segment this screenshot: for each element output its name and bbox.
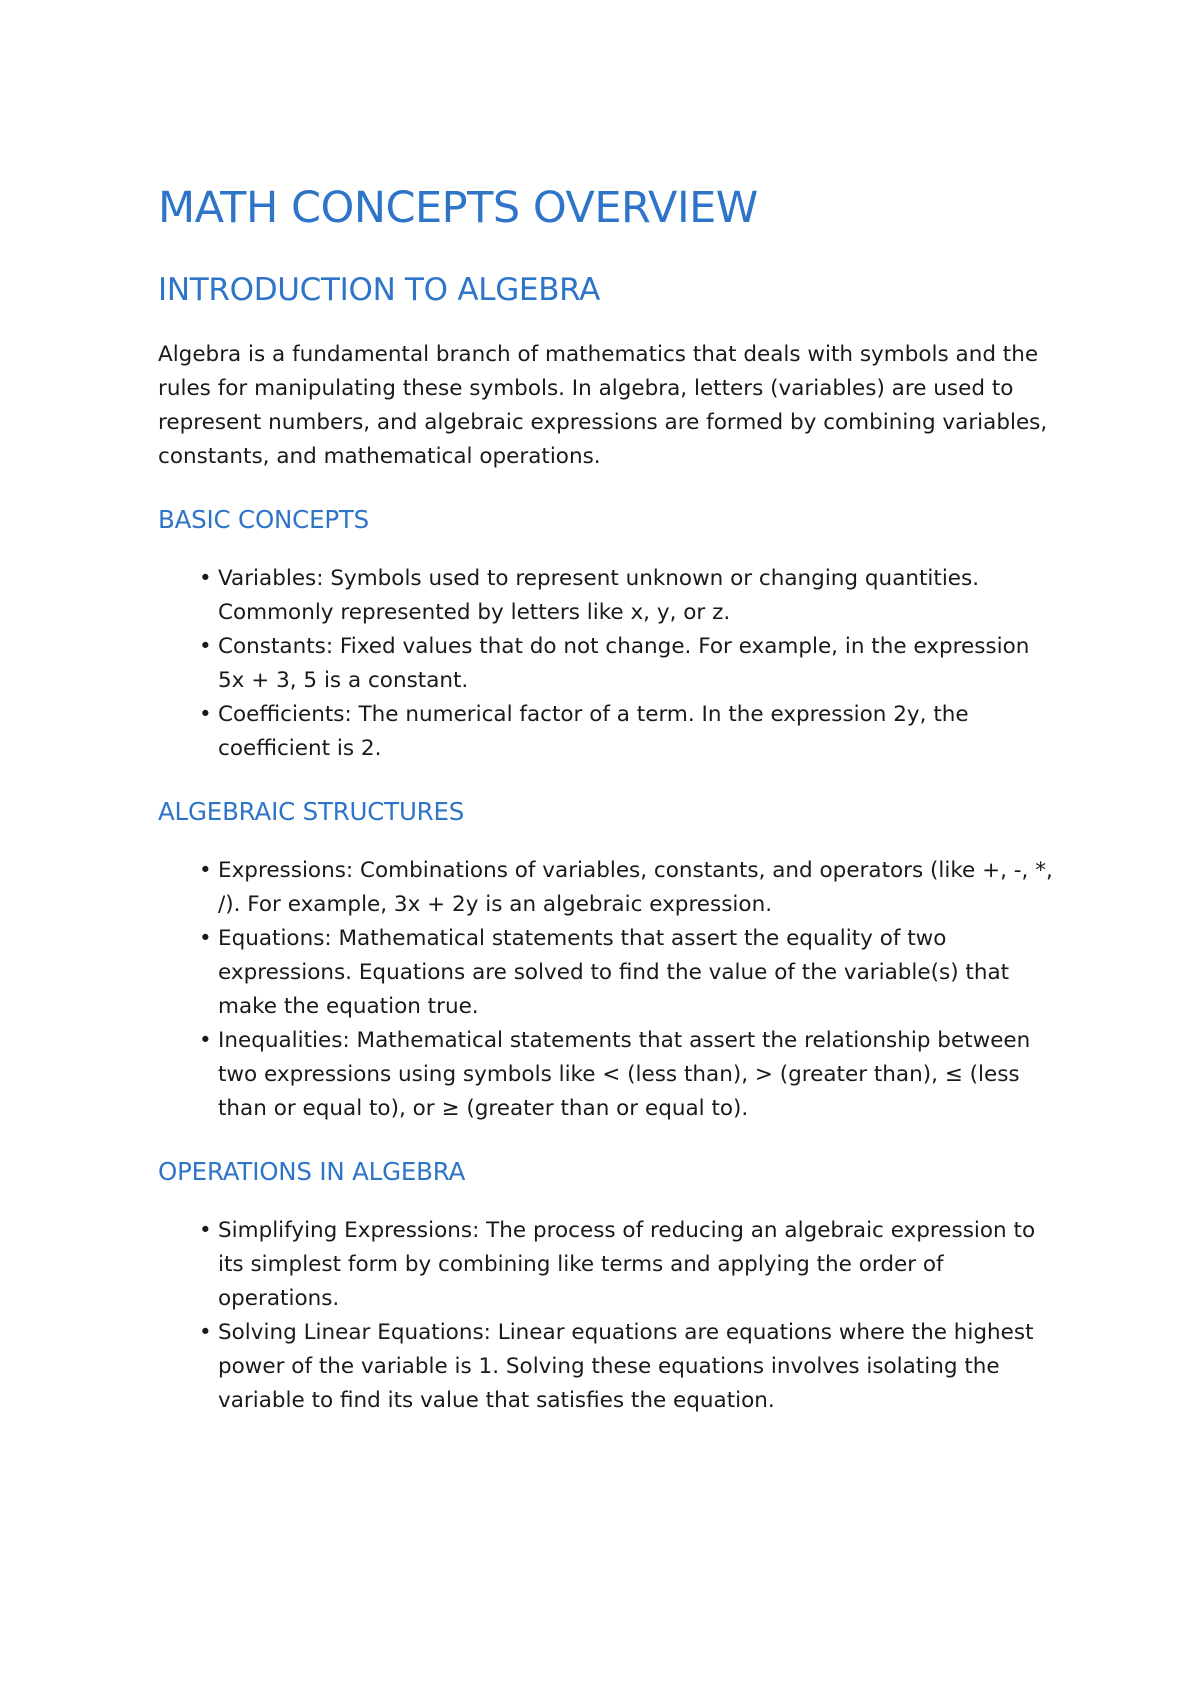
document-page bbox=[158, 178, 1058, 1418]
term-description: : Symbols used to represent unknown or changing quantities. Commonly represented by letters like x, y, or z. bbox=[218, 566, 980, 625]
list-item bbox=[199, 630, 1058, 698]
term-label: Variables bbox=[218, 566, 317, 591]
section-algebraic-structures bbox=[158, 792, 1058, 1126]
section-heading: ALGEBRAIC STRUCTURES bbox=[158, 797, 465, 826]
section-heading: BASIC CONCEPTS bbox=[158, 505, 370, 534]
term-label: Inequalities bbox=[218, 1028, 343, 1053]
section-operations-in-algebra bbox=[158, 1152, 1058, 1418]
bullet-list bbox=[158, 854, 1058, 1126]
intro-paragraph: Algebra is a fundamental branch of mathematics that deals with symbols and the rules for manipulating these symbols. In algebra, letters (variables) are used to represent numbers, and algebraic expressions are formed by combining variables, constants, and mathematical operations. bbox=[158, 342, 1048, 469]
term-description: : The process of reducing an algebraic expression to its simplest form by combining like terms and applying the order of operations. bbox=[218, 1218, 1036, 1311]
term-description: : Linear equations are equations where the highest power of the variable is 1. Solving these equations involves isolating the variable to find its value that satisfies the equation. bbox=[218, 1320, 1034, 1413]
term-description: : Mathematical statements that assert the relationship between two expressions using symbols like < (less than), > (greater than), ≤ (less than or equal to), or ≥ (greater than or equal to). bbox=[218, 1028, 1031, 1121]
intro-heading: INTRODUCTION TO ALGEBRA bbox=[158, 272, 601, 308]
list-item bbox=[199, 1316, 1058, 1418]
list-item bbox=[199, 1024, 1058, 1126]
bullet-icon: • bbox=[199, 858, 212, 883]
bullet-icon: • bbox=[199, 702, 212, 727]
bullet-icon: • bbox=[199, 926, 212, 951]
bullet-list bbox=[158, 562, 1058, 766]
section-basic-concepts bbox=[158, 500, 1058, 766]
bullet-icon: • bbox=[199, 634, 212, 659]
section-heading: OPERATIONS IN ALGEBRA bbox=[158, 1157, 466, 1186]
list-item bbox=[199, 1214, 1058, 1316]
list-item bbox=[199, 922, 1058, 1024]
list-item bbox=[199, 562, 1058, 630]
bullet-icon: • bbox=[199, 1320, 212, 1345]
term-description: : The numerical factor of a term. In the expression 2y, the coefficient is 2. bbox=[218, 702, 969, 761]
bullet-icon: • bbox=[199, 566, 212, 591]
document-title: MATH CONCEPTS OVERVIEW bbox=[158, 183, 758, 233]
term-label: Constants bbox=[218, 634, 326, 659]
list-item bbox=[199, 854, 1058, 922]
term-description: : Mathematical statements that assert the equality of two expressions. Equations are solved to find the value of the variable(s) that make the equation true. bbox=[218, 926, 1010, 1019]
term-label: Simplifying Expressions bbox=[218, 1218, 473, 1243]
term-label: Equations bbox=[218, 926, 325, 951]
term-label: Expressions bbox=[218, 858, 346, 883]
term-description: : Combinations of variables, constants, and operators (like +, -, *, /). For example, 3x + 2y is an algebraic expression. bbox=[218, 858, 1053, 917]
bullet-icon: • bbox=[199, 1218, 212, 1243]
bullet-icon: • bbox=[199, 1028, 212, 1053]
term-label: Coefficients bbox=[218, 702, 345, 727]
term-description: : Fixed values that do not change. For example, in the expression 5x + 3, 5 is a constant. bbox=[218, 634, 1030, 693]
bullet-list bbox=[158, 1214, 1058, 1418]
list-item bbox=[199, 698, 1058, 766]
term-label: Solving Linear Equations bbox=[218, 1320, 484, 1345]
